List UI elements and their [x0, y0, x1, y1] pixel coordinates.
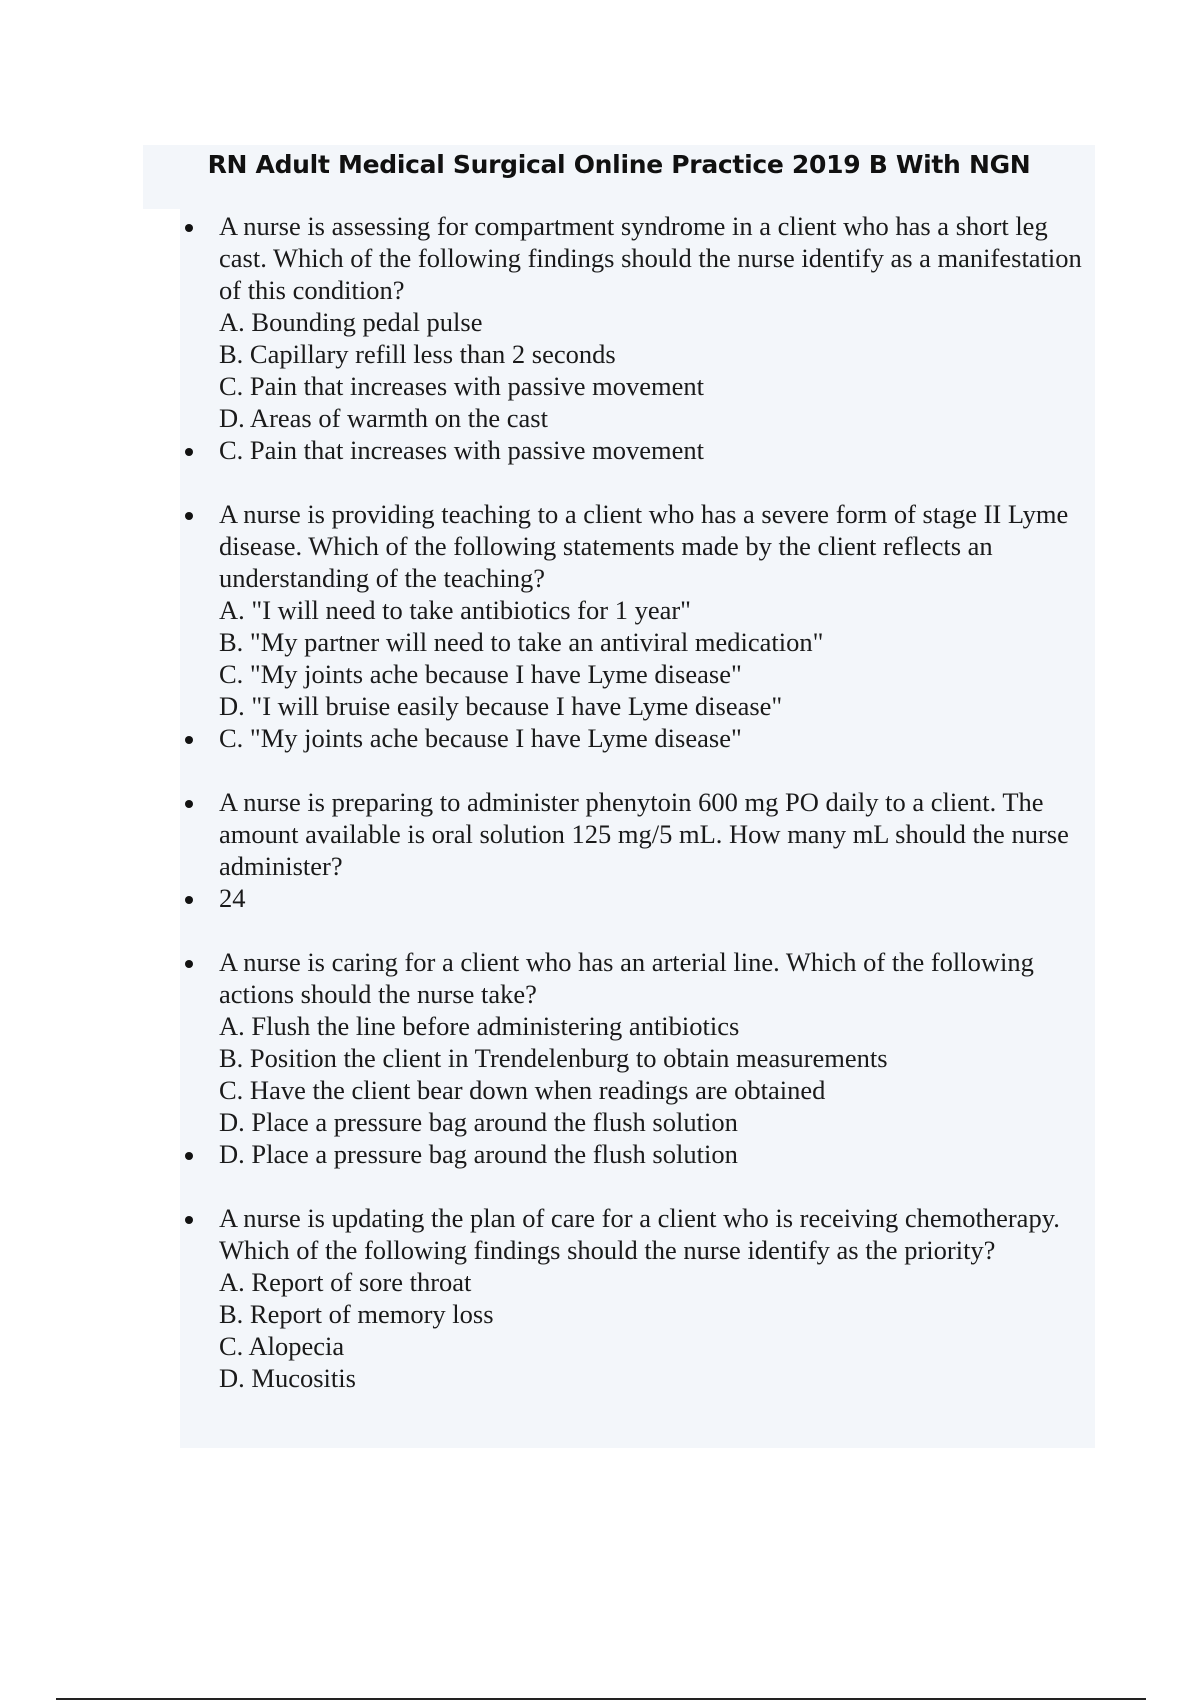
question-prompt: A nurse is caring for a client who has an arterial line. Which of the following actions should the nurse take? [219, 947, 1034, 1009]
question-item [180, 498, 1095, 722]
option-d: D. Place a pressure bag around the flush solution [219, 1107, 738, 1137]
option-list [219, 1010, 1095, 1138]
answer-item: 24 [180, 882, 1095, 914]
option-b: B. Report of memory loss [219, 1299, 494, 1329]
option-list [219, 594, 1095, 722]
answer-item: C. "My joints ache because I have Lyme disease" [180, 722, 1095, 754]
option-c: C. Alopecia [219, 1331, 345, 1361]
option-b: B. Capillary refill less than 2 seconds [219, 339, 616, 369]
option-a: A. Bounding pedal pulse [219, 307, 483, 337]
question-item [180, 210, 1095, 434]
option-a: A. Report of sore throat [219, 1267, 472, 1297]
option-c: C. Have the client bear down when readings are obtained [219, 1075, 826, 1105]
option-a: A. "I will need to take antibiotics for 1 year" [219, 595, 691, 625]
answer-item: C. Pain that increases with passive movement [180, 434, 1095, 466]
question-prompt: A nurse is preparing to administer phenytoin 600 mg PO daily to a client. The amount available is oral solution 125 mg/5 mL. How many mL should the nurse administer? [219, 787, 1069, 881]
option-a: A. Flush the line before administering antibiotics [219, 1011, 740, 1041]
question-prompt: A nurse is providing teaching to a client who has a severe form of stage II Lyme disease. Which of the following statements made by the client reflects an understanding of the teaching? [219, 499, 1069, 593]
question-item [180, 946, 1095, 1138]
option-d: D. "I will bruise easily because I have Lyme disease" [219, 691, 783, 721]
question-prompt: A nurse is updating the plan of care for a client who is receiving chemotherapy. Which of the following findings should the nurse identify as the priority? [219, 1203, 1060, 1265]
option-d: D. Areas of warmth on the cast [219, 403, 548, 433]
question-prompt: A nurse is assessing for compartment syndrome in a client who has a short leg cast. Which of the following findings should the nurse identify as a manifestation of this condition? [219, 211, 1082, 305]
option-c: C. "My joints ache because I have Lyme disease" [219, 659, 742, 689]
question-item [180, 1202, 1095, 1394]
option-c: C. Pain that increases with passive movement [219, 371, 704, 401]
question-list [180, 210, 1095, 1394]
document-title: RN Adult Medical Surgical Online Practice 2019 B With NGN [207, 150, 1031, 179]
option-list [219, 1266, 1095, 1394]
question-item [180, 786, 1095, 882]
option-d: D. Mucositis [219, 1363, 356, 1393]
option-list [219, 306, 1095, 434]
option-b: B. "My partner will need to take an antiviral medication" [219, 627, 824, 657]
answer-item: D. Place a pressure bag around the flush solution [180, 1138, 1095, 1170]
option-b: B. Position the client in Trendelenburg to obtain measurements [219, 1043, 888, 1073]
